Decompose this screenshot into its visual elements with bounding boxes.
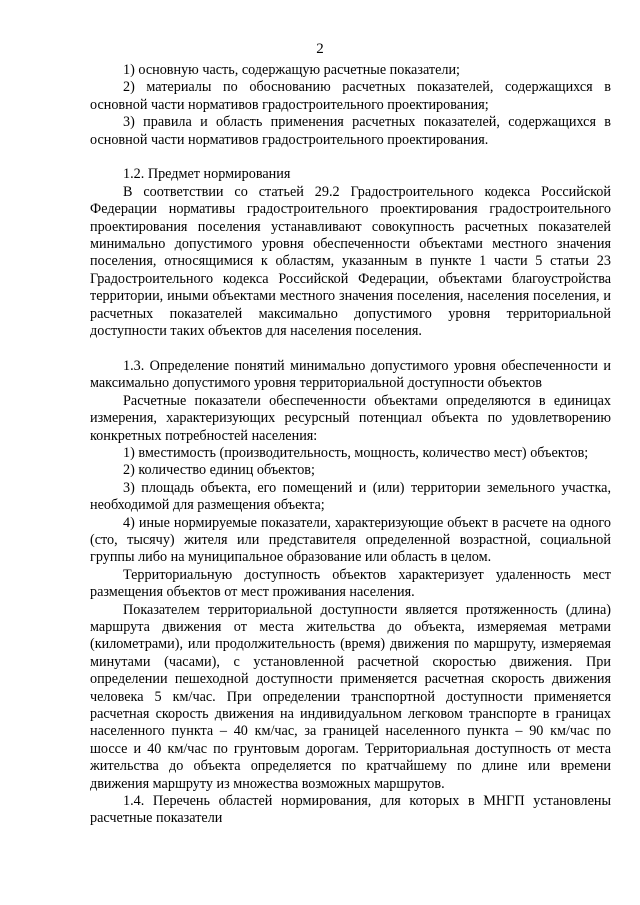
section-heading-1-2: 1.2. Предмет нормирования bbox=[123, 166, 291, 183]
list-item-other-indicators: 4) иные нормируемые показатели, характеризующие объект в расчете на одного (сто, тысячу) жителя или представителя определенной возрастной, социальной группы либо на муниципальное образование или область в целом. bbox=[90, 514, 611, 566]
paragraph-territorial-accessibility: Территориальную доступность объектов характеризует удаленность мест размещения объектов от мест проживания населения. bbox=[90, 566, 611, 601]
section-heading-1-4: 1.4. Перечень областей нормирования, для которых в МНГП установлены расчетные показатели bbox=[90, 793, 611, 827]
section-heading-1-3: 1.3. Определение понятий минимально допустимого уровня обеспеченности и максимально допустимого уровня территориальной доступности объектов bbox=[90, 357, 611, 392]
paragraph-subject-of-regulation: В соответствии со статьей 29.2 Градостроительного кодекса Российской Федерации нормативы градостроительного проектирования градостроительного проектирования поселения устанавливают совокупность расчетных показателей минимально допустимого уровня обеспеченности объектами местного значения поселения, относящимися к областям, указанным в пункте 1 части 5 статьи 23 Градостроительного кодекса Российской Федерации, объектами благоустройства территории, иными объектами местного значения поселения, населения поселения, и расчетных показателей максимально допустимого уровня территориальной доступности таких объектов для населения поселения. bbox=[90, 183, 611, 340]
paragraph-materials: 2) материалы по обоснованию расчетных показателей, содержащихся в основной части нормативов градостроительного проектирования; bbox=[90, 79, 611, 113]
paragraph-provision-indicators: Расчетные показатели обеспеченности объектами определяются в единицах измерения, характеризующих ресурсный потенциал объекта по удовлетворению конкретных потребностей населения: bbox=[90, 392, 611, 444]
paragraph-accessibility-indicator: Показателем территориальной доступности является протяженность (длина) маршрута движения от места жительства до объекта, измеряемая метрами (километрами), или продолжительность (время) движения по маршруту, измеряемая минутами (часами), с установленной расчетной скоростью движения. При определении пешеходной доступности применяется расчетная скорость движения человека 5 км/час. При определении транспортной доступности применяется расчетная скорость движения на индивидуальном легковом транспорте в границах населенного пункта – 40 км/час, за границей населенного пункта – 90 км/час по шоссе и 40 км/час по грунтовым дорогам. Территориальная доступность от места жительства до объекта определяется по кратчайшему по длине или времени движения маршруту из множества возможных маршрутов. bbox=[90, 601, 611, 792]
list-item-area: 3) площадь объекта, его помещений и (или) территории земельного участка, необходимой для размещения объекта; bbox=[90, 479, 611, 514]
page-number: 2 bbox=[316, 41, 324, 57]
document-body bbox=[90, 62, 611, 828]
paragraph-rules: 3) правила и область применения расчетных показателей, содержащихся в основной части нормативов градостроительного проектирования. bbox=[90, 114, 611, 148]
blank-line bbox=[90, 340, 611, 357]
list-item-count: 2) количество единиц объектов; bbox=[123, 462, 315, 479]
paragraph-main-part: 1) основную часть, содержащую расчетные показатели; bbox=[123, 62, 460, 78]
list-item-capacity: 1) вместимость (производительность, мощность, количество мест) объектов; bbox=[123, 444, 589, 461]
blank-line bbox=[90, 149, 611, 166]
